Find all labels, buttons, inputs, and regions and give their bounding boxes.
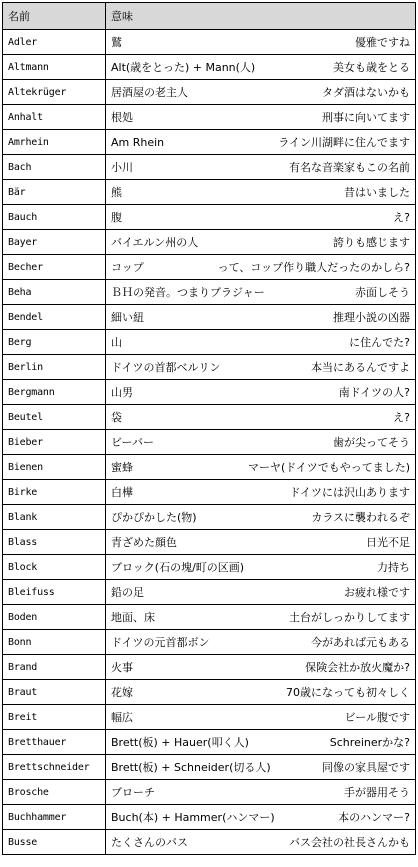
table-row — [3, 680, 416, 705]
meaning-cell — [106, 355, 416, 380]
surname-cell: Blass — [3, 530, 106, 555]
comment-text: ドイツには沢山あります — [289, 486, 410, 499]
comment-text: 日光不足 — [366, 536, 410, 549]
meaning-text: 火事 — [111, 661, 133, 674]
table-row — [3, 30, 416, 55]
header-name: 名前 — [3, 3, 106, 30]
surname-cell: Bauch — [3, 205, 106, 230]
surname-cell: Anhalt — [3, 105, 106, 130]
comment-text: 本当にあるんですよ — [311, 361, 410, 374]
meaning-cell — [106, 480, 416, 505]
surname-cell: Bonn — [3, 630, 106, 655]
meaning-text: 袋 — [111, 411, 122, 424]
meaning-text: 山 — [111, 336, 122, 349]
comment-text: 70歳になっても初々しく — [286, 686, 410, 699]
meaning-cell — [106, 530, 416, 555]
meaning-cell — [106, 155, 416, 180]
table-row — [3, 380, 416, 405]
surname-cell: Altmann — [3, 55, 106, 80]
comment-text: 昔はいました — [344, 186, 410, 199]
meaning-cell — [106, 305, 416, 330]
surname-cell: Bach — [3, 155, 106, 180]
names-table — [2, 2, 416, 855]
surname-cell: Busse — [3, 830, 106, 855]
table-row — [3, 280, 416, 305]
comment-text: 本のハンマー? — [338, 811, 410, 824]
table-row — [3, 80, 416, 105]
meaning-cell — [106, 255, 416, 280]
meaning-text: Am Rhein — [111, 135, 165, 149]
comment-text: お疲れ様です — [344, 586, 410, 599]
meaning-cell — [106, 730, 416, 755]
meaning-cell — [106, 80, 416, 105]
comment-text: って、コップ作り職人だったのかしら? — [217, 261, 410, 274]
meaning-text: 根処 — [111, 111, 133, 124]
meaning-cell — [106, 55, 416, 80]
comment-text: 力持ち — [377, 561, 410, 574]
meaning-text: コップ — [111, 261, 144, 274]
surname-cell: Buchhammer — [3, 805, 106, 830]
comment-text: 美女も歳をとる — [333, 61, 410, 74]
table-row — [3, 230, 416, 255]
meaning-cell — [106, 180, 416, 205]
meaning-text: 居酒屋の老主人 — [111, 86, 188, 99]
table-row — [3, 780, 416, 805]
meaning-cell — [106, 705, 416, 730]
comment-text: 有名な音楽家もこの名前 — [289, 161, 410, 174]
meaning-cell — [106, 430, 416, 455]
surname-cell: Bayer — [3, 230, 106, 255]
surname-cell: Block — [3, 555, 106, 580]
meaning-cell — [106, 830, 416, 855]
meaning-text: 鷲 — [111, 36, 122, 49]
meaning-cell — [106, 330, 416, 355]
table-row — [3, 430, 416, 455]
table-row — [3, 830, 416, 855]
meaning-text: ドイツの首都ベルリン — [111, 361, 221, 374]
surname-cell: Brettschneider — [3, 755, 106, 780]
surname-cell: Bär — [3, 180, 106, 205]
meaning-text: 腹 — [111, 211, 122, 224]
meaning-text: 蜜蜂 — [111, 461, 133, 474]
meaning-cell — [106, 30, 416, 55]
meaning-cell — [106, 105, 416, 130]
comment-text: 歯が尖ってそう — [333, 436, 410, 449]
surname-cell: Berlin — [3, 355, 106, 380]
meaning-text: 花嫁 — [111, 686, 133, 699]
table-row — [3, 805, 416, 830]
comment-text: ビール腹です — [344, 711, 410, 724]
meaning-text: Brett(板) + Schneider(切る人) — [111, 761, 271, 774]
meaning-text: ＢＨの発音。つまりブラジャー — [111, 286, 265, 299]
comment-text: え? — [393, 411, 410, 424]
meaning-text: 細い紐 — [111, 311, 144, 324]
table-row — [3, 330, 416, 355]
meaning-text: 鉛の足 — [111, 586, 144, 599]
comment-text: 同像の家具屋です — [322, 761, 410, 774]
comment-text: 今があれば元もある — [311, 636, 410, 649]
comment-text: ライン川湖畔に住んでます — [278, 136, 410, 149]
meaning-cell — [106, 505, 416, 530]
surname-cell: Boden — [3, 605, 106, 630]
meaning-cell — [106, 605, 416, 630]
table-row — [3, 155, 416, 180]
surname-cell: Brand — [3, 655, 106, 680]
comment-text: 赤面しそう — [355, 286, 410, 299]
table-row — [3, 655, 416, 680]
meaning-cell — [106, 405, 416, 430]
surname-cell: Becher — [3, 255, 106, 280]
surname-cell: Beha — [3, 280, 106, 305]
meaning-cell — [106, 380, 416, 405]
comment-text: マーヤ(ドイツでもやってました) — [247, 461, 410, 474]
surname-cell: Braut — [3, 680, 106, 705]
table-row — [3, 180, 416, 205]
table-row — [3, 480, 416, 505]
surname-cell: Brosche — [3, 780, 106, 805]
meaning-text: 青ざめた顔色 — [111, 536, 177, 549]
comment-text: 誇りも感じます — [333, 236, 410, 249]
table-row — [3, 530, 416, 555]
meaning-cell — [106, 805, 416, 830]
surname-cell: Adler — [3, 30, 106, 55]
surname-cell: Bienen — [3, 455, 106, 480]
comment-text: 保険会社か放火魔か? — [305, 661, 410, 674]
table-row — [3, 730, 416, 755]
table-row — [3, 305, 416, 330]
meaning-cell — [106, 555, 416, 580]
table-row — [3, 355, 416, 380]
meaning-cell — [106, 630, 416, 655]
meaning-cell — [106, 680, 416, 705]
meaning-text: ブロック(石の塊/町の区画) — [111, 561, 245, 574]
header-meaning: 意味 — [106, 3, 416, 30]
header-row — [3, 3, 416, 30]
meaning-text: 白樺 — [111, 486, 133, 499]
surname-cell: Bleifuss — [3, 580, 106, 605]
comment-text: 土台がしっかりしてます — [289, 611, 410, 624]
meaning-text: ビーバー — [111, 436, 155, 449]
comment-text: 手が器用そう — [344, 786, 410, 799]
comment-text: 推理小説の凶器 — [333, 311, 410, 324]
surname-cell: Altekrüger — [3, 80, 106, 105]
meaning-text: 小川 — [111, 161, 133, 174]
comment-text: バス会社の社長さんかも — [289, 836, 410, 849]
table-row — [3, 405, 416, 430]
meaning-cell — [106, 580, 416, 605]
surname-cell: Amrhein — [3, 130, 106, 155]
meaning-text: バイエルン州の人 — [111, 236, 199, 249]
table-row — [3, 105, 416, 130]
surname-cell: Bendel — [3, 305, 106, 330]
meaning-text: 幅広 — [111, 711, 133, 724]
meaning-text: Alt(歳をとった) + Mann(人) — [111, 61, 256, 74]
comment-text: に住んでた? — [349, 336, 410, 349]
meaning-cell — [106, 230, 416, 255]
surname-cell: Berg — [3, 330, 106, 355]
comment-text: 南ドイツの人? — [338, 386, 410, 399]
table-row — [3, 205, 416, 230]
table-row — [3, 55, 416, 80]
surname-cell: Beutel — [3, 405, 106, 430]
comment-text: カラスに襲われるぞ — [311, 511, 410, 524]
table-row — [3, 555, 416, 580]
meaning-cell — [106, 655, 416, 680]
surname-cell: Birke — [3, 480, 106, 505]
meaning-text: 熊 — [111, 186, 122, 199]
meaning-cell — [106, 755, 416, 780]
meaning-text: ブローチ — [111, 786, 155, 799]
table-row — [3, 455, 416, 480]
meaning-text: 地面、床 — [111, 611, 155, 624]
table-row — [3, 505, 416, 530]
meaning-text: Brett(板) + Hauer(叩く人) — [111, 736, 249, 749]
table-row — [3, 755, 416, 780]
meaning-text: たくさんのバス — [111, 836, 188, 849]
meaning-cell — [106, 455, 416, 480]
meaning-text: 山男 — [111, 386, 133, 399]
table-row — [3, 130, 416, 155]
surname-cell: Bretthauer — [3, 730, 106, 755]
comment-text: え? — [393, 211, 410, 224]
table-row — [3, 255, 416, 280]
table-row — [3, 705, 416, 730]
table-row — [3, 630, 416, 655]
meaning-text: ドイツの元首都ボン — [111, 636, 210, 649]
surname-cell: Bieber — [3, 430, 106, 455]
comment-text: タダ酒はないかも — [322, 86, 410, 99]
meaning-cell — [106, 130, 416, 155]
comment-text: 刑事に向いてます — [322, 111, 410, 124]
table-row — [3, 605, 416, 630]
meaning-cell — [106, 280, 416, 305]
surname-cell: Blank — [3, 505, 106, 530]
meaning-cell — [106, 780, 416, 805]
meaning-cell — [106, 205, 416, 230]
surname-cell: Breit — [3, 705, 106, 730]
comment-text: 優雅ですね — [355, 36, 410, 49]
meaning-text: Buch(本) + Hammer(ハンマー) — [111, 811, 275, 824]
comment-text: Schreinerかな? — [329, 736, 410, 749]
meaning-text: ぴかぴかした(物) — [111, 511, 197, 524]
table-row — [3, 580, 416, 605]
surname-cell: Bergmann — [3, 380, 106, 405]
